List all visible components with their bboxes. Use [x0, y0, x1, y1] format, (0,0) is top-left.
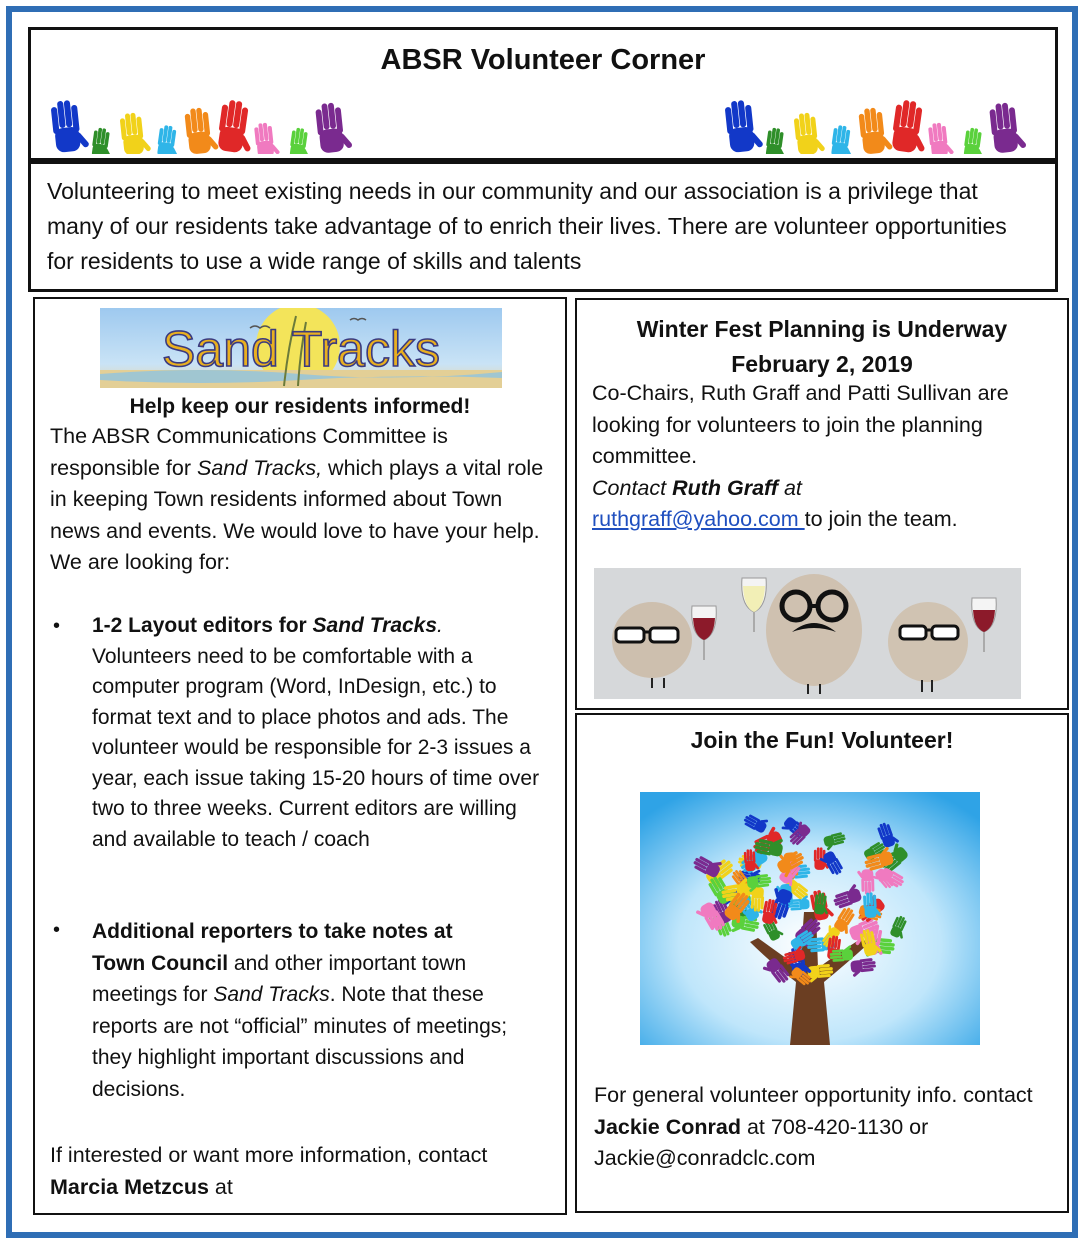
- hand-icon: [989, 101, 1028, 154]
- sand-tracks-logo-text: Sand Tracks: [162, 321, 440, 377]
- intro-text: Volunteering to meet existing needs in our community and our association is a privilege that many of our residents take advantage of to enrich their lives. There are volunteer opportunities for residents to use a wide range of skills and talents: [47, 178, 1007, 274]
- sand-tracks-intro: The ABSR Communications Committee is responsible for Sand Tracks, which plays a vital role in keeping Town residents informed about Town news and events. We would love to have your help. We are looking for:: [50, 424, 544, 574]
- bullet-2-dot: •: [53, 919, 61, 941]
- winter-fest-title: Winter Fest Planning is Underway February 2, 2019: [636, 316, 1008, 377]
- hand-icon: [91, 127, 116, 154]
- hand-icon: [858, 106, 894, 154]
- hands-tree-image: [640, 792, 980, 1045]
- hand-icon: [119, 111, 152, 154]
- join-the-fun-section: [575, 713, 1069, 1213]
- hand-icon: [928, 122, 955, 154]
- sand-tracks-contact: If interested or want more information, contact Marcia Metzcus at: [50, 1143, 488, 1199]
- hand-icon: [289, 127, 314, 154]
- hand-icon: [890, 99, 932, 154]
- ruth-email-link[interactable]: ruthgraff@yahoo.com: [592, 507, 805, 531]
- title-box: [28, 27, 1058, 161]
- rocks-with-wine-photo: [594, 568, 1021, 699]
- hand-icon: [216, 99, 258, 154]
- raised-hands-right-image: [723, 86, 1028, 154]
- hand-icon: [830, 125, 856, 154]
- hand-icon: [184, 106, 220, 154]
- sand-tracks-heading: Help keep our residents informed!: [129, 395, 471, 418]
- winter-fest-body: Co-Chairs, Ruth Graff and Patti Sullivan are looking for volunteers to join the planning committee. Contact Ruth Graff at ruthgraff@yahoo.com to join the team.: [592, 381, 1009, 531]
- hand-icon: [793, 111, 826, 154]
- sand-tracks-logo: [100, 308, 502, 388]
- hand-icon: [254, 122, 281, 154]
- hand-icon: [315, 101, 354, 154]
- sand-tracks-section: [33, 297, 567, 1215]
- raised-hands-left-image: [49, 86, 354, 154]
- hand-icon: [156, 125, 182, 154]
- hand-icon: [50, 98, 90, 153]
- page-title: ABSR Volunteer Corner: [380, 44, 706, 76]
- winter-fest-section: [575, 298, 1069, 710]
- bullet-layout-editors: 1-2 Layout editors for Sand Tracks. Volunteers need to be comfortable with a computer program (Word, InDesign, etc.) to format text and to place photos and ads. The volunteer would be responsible for 2-3 issues a year, each issue taking 15-20 hours of time over two to three weeks. Current editors are willing and available to teach / coach: [92, 614, 540, 851]
- hand-icon: [765, 127, 790, 154]
- hand-icon: [724, 98, 764, 153]
- general-volunteer-info: For general volunteer opportunity info. contact Jackie Conrad at 708-420-1130 or Jackie@conradclc.com: [594, 1083, 1033, 1170]
- hand-icon: [963, 127, 988, 154]
- join-the-fun-title: Join the Fun! Volunteer!: [690, 727, 954, 753]
- bullet-reporters: Additional reporters to take notes at Town Council and other important town meetings for Sand Tracks. Note that these reports are not “official” minutes of meetings; they highlight important discussions and decisions.: [92, 920, 508, 1101]
- intro-box: [28, 161, 1058, 292]
- bullet-1-dot: •: [53, 615, 61, 637]
